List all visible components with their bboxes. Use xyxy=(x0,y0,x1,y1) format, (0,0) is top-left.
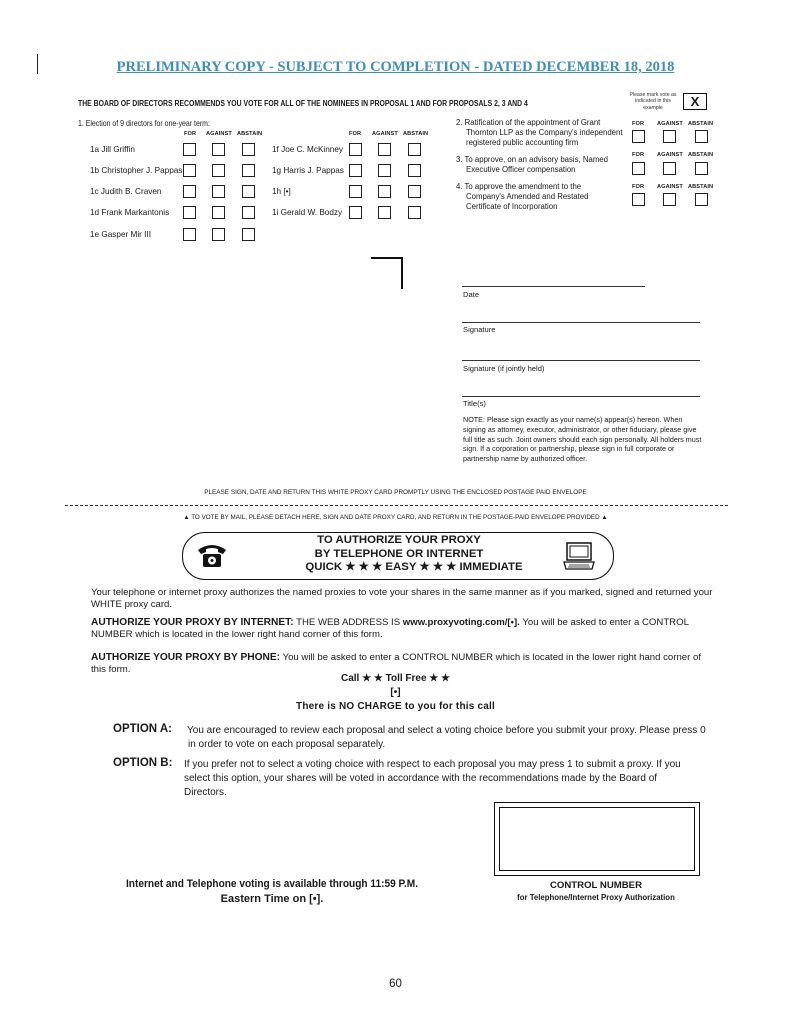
board-recommendation: THE BOARD OF DIRECTORS RECOMMENDS YOU VOTE FOR ALL OF THE NOMINEES IN PROPOSAL 1 AND FOR PROPOSALS 2, 3 AND 4 xyxy=(78,98,528,108)
header-against: AGAINST xyxy=(657,152,683,158)
header-against: AGAINST xyxy=(657,121,683,127)
signature-line[interactable] xyxy=(462,322,700,323)
phone-label: AUTHORIZE YOUR PROXY BY PHONE: xyxy=(91,652,281,663)
vote-against-checkbox[interactable] xyxy=(212,206,225,219)
vote-for-checkbox[interactable] xyxy=(183,164,196,177)
vote-for-checkbox[interactable] xyxy=(183,206,196,219)
mark-example-text: Please mark vote as indicated in this example xyxy=(629,92,677,111)
vote-abstain-checkbox[interactable] xyxy=(408,206,421,219)
nominee-label: 1i Gerald W. Bodzy xyxy=(272,208,343,217)
vote-abstain-checkbox[interactable] xyxy=(242,228,255,241)
vote-for-checkbox[interactable] xyxy=(632,193,645,206)
voting-availability: Internet and Telephone voting is available through 11:59 P.M. Eastern Time on [•]. xyxy=(125,878,419,905)
registration-corner-mark xyxy=(371,257,403,289)
header-abstain: ABSTAIN xyxy=(688,184,714,190)
detach-instruction-row xyxy=(0,514,791,521)
vote-for-checkbox[interactable] xyxy=(349,185,362,198)
vote-abstain-checkbox[interactable] xyxy=(242,143,255,156)
vote-against-checkbox[interactable] xyxy=(663,193,676,206)
control-number-label: CONTROL NUMBER xyxy=(549,880,643,891)
vote-for-checkbox[interactable] xyxy=(349,206,362,219)
option-b-label: OPTION B: xyxy=(113,757,173,769)
vote-against-checkbox[interactable] xyxy=(212,164,225,177)
option-a-text: You are encouraged to review each proposal and select a voting choice before you submit your proxy. Please press 0 in order to vote on each proposal separately. xyxy=(187,725,706,750)
vote-against-checkbox[interactable] xyxy=(378,206,391,219)
vote-against-checkbox[interactable] xyxy=(663,130,676,143)
laptop-icon xyxy=(562,541,596,571)
vote-for-checkbox[interactable] xyxy=(349,143,362,156)
vote-for-checkbox[interactable] xyxy=(632,162,645,175)
title-label: Title(s) xyxy=(463,399,486,408)
control-number-sub: for Telephone/Internet Proxy Authorization xyxy=(517,893,675,902)
header-for: FOR xyxy=(184,131,197,137)
nominee-label: 1a Jill Griffin xyxy=(90,145,135,154)
header-abstain: ABSTAIN xyxy=(688,121,714,127)
option-a-label: OPTION A: xyxy=(113,723,172,735)
detach-instruction: TO VOTE BY MAIL, PLEASE DETACH HERE, SIGN AND DATE PROXY CARD, AND RETURN IN THE POSTAGE-PAID ENVELOPE PROVIDED xyxy=(191,514,600,521)
vote-against-checkbox[interactable] xyxy=(378,185,391,198)
preliminary-banner: PRELIMINARY COPY - SUBJECT TO COMPLETION - DATED DECEMBER 18, 2018 xyxy=(116,59,675,75)
proposal-3-text: 3. To approve, on an advisory basis, Named Executive Officer compensation xyxy=(456,155,608,174)
vote-abstain-checkbox[interactable] xyxy=(695,162,708,175)
option-b-text: If you prefer not to select a voting choice with respect to each proposal you may press 1 to submit a proxy. If you select this option, your shares will be voted in accordance with the recommendations made by the Board of Directors. xyxy=(184,759,681,798)
phone-section: AUTHORIZE YOUR PROXY BY PHONE: You will be asked to enter a CONTROL NUMBER which is located in the lower right hand corner of this form. xyxy=(91,652,701,675)
nominee-label: 1c Judith B. Craven xyxy=(90,187,162,196)
up-arrow-icon: ▲ xyxy=(183,514,190,521)
proposal-4-text: 4. To approve the amendment to the Company's Amended and Restated Certificate of Incorporation xyxy=(456,182,589,211)
signing-note: NOTE: Please sign exactly as your name(s) appear(s) hereon. When signing as attorney, executor, administrator, or other fiduciary, please give full title as such. Joint owners should each sign personally. All holders must sign. If a corporation or partnership, please sign in full corporate or partnership name by authorized officer. xyxy=(463,415,702,464)
vote-for-checkbox[interactable] xyxy=(349,164,362,177)
header-abstain: ABSTAIN xyxy=(688,152,714,158)
control-number-box xyxy=(494,802,700,876)
vote-for-checkbox[interactable] xyxy=(183,185,196,198)
internet-label: AUTHORIZE YOUR PROXY BY INTERNET: xyxy=(91,617,294,628)
vote-against-checkbox[interactable] xyxy=(378,164,391,177)
proxy-intro: Your telephone or internet proxy authorizes the named proxies to vote your shares in the same manner as if you marked, signed and returned your WHITE proxy card. xyxy=(91,587,713,610)
vote-for-checkbox[interactable] xyxy=(183,143,196,156)
vote-against-checkbox[interactable] xyxy=(212,228,225,241)
date-line[interactable] xyxy=(462,286,645,287)
telephone-icon xyxy=(196,542,228,570)
no-charge-note: There is NO CHARGE to you for this call xyxy=(296,701,495,712)
internet-section: AUTHORIZE YOUR PROXY BY INTERNET: THE WEB ADDRESS IS www.proxyvoting.com/[•]. You will be asked to enter a CONTROL NUMBER which is located in the lower right hand corner of this form. xyxy=(91,617,689,640)
vote-against-checkbox[interactable] xyxy=(212,185,225,198)
page-number: 60 xyxy=(389,978,402,990)
x-mark: X xyxy=(690,94,700,109)
joint-signature-label: Signature (if jointly held) xyxy=(463,364,545,373)
vote-abstain-checkbox[interactable] xyxy=(242,164,255,177)
vote-abstain-checkbox[interactable] xyxy=(695,193,708,206)
joint-signature-line[interactable] xyxy=(462,360,700,361)
nominee-label: 1f Joe C. McKinney xyxy=(272,145,343,154)
detach-line xyxy=(65,505,728,506)
vote-abstain-checkbox[interactable] xyxy=(242,185,255,198)
header-against: AGAINST xyxy=(657,184,683,190)
phone-number: [•] xyxy=(390,687,401,698)
vote-abstain-checkbox[interactable] xyxy=(695,130,708,143)
vote-abstain-checkbox[interactable] xyxy=(408,164,421,177)
signature-label: Signature xyxy=(463,325,496,334)
vote-abstain-checkbox[interactable] xyxy=(408,185,421,198)
header-for: FOR xyxy=(632,121,645,127)
header-against: AGAINST xyxy=(206,131,232,137)
nominee-label: 1d Frank Markantonis xyxy=(90,208,170,217)
header-for: FOR xyxy=(632,184,645,190)
proxy-voting-link[interactable]: www.proxyvoting.com/[•]. xyxy=(402,617,520,628)
return-instruction: PLEASE SIGN, DATE AND RETURN THIS WHITE PROXY CARD PROMPTLY USING THE ENCLOSED POSTAGE PAID ENVELOPE xyxy=(204,489,587,496)
header-for: FOR xyxy=(349,131,362,137)
vote-abstain-checkbox[interactable] xyxy=(408,143,421,156)
nominee-label: 1g Harris J. Pappas xyxy=(272,166,344,175)
header-abstain: ABSTAIN xyxy=(237,131,263,137)
authorize-proxy-heading: TO AUTHORIZE YOUR PROXY BY TELEPHONE OR INTERNET QUICK ★ ★ ★ EASY ★ ★ ★ IMMEDIATE xyxy=(305,534,523,574)
header-for: FOR xyxy=(632,152,645,158)
proposal-1-title: 1. Election of 9 directors for one-year term: xyxy=(78,119,210,128)
header-abstain: ABSTAIN xyxy=(403,131,429,137)
up-arrow-icon: ▲ xyxy=(601,514,608,521)
vote-against-checkbox[interactable] xyxy=(378,143,391,156)
vote-for-checkbox[interactable] xyxy=(183,228,196,241)
title-line[interactable] xyxy=(462,396,700,397)
vote-against-checkbox[interactable] xyxy=(212,143,225,156)
toll-free-call: Call ★ ★ Toll Free ★ ★ xyxy=(340,673,451,684)
nominee-label: 1e Gasper Mir III xyxy=(90,230,151,239)
mark-example-box xyxy=(683,93,707,110)
proposal-2-text: 2. Ratification of the appointment of Grant Thornton LLP as the Company's independent registered public accounting firm xyxy=(456,118,623,147)
nominee-label: 1b Christopher J. Pappas xyxy=(90,166,183,175)
vote-abstain-checkbox[interactable] xyxy=(242,206,255,219)
header-against: AGAINST xyxy=(372,131,398,137)
vote-for-checkbox[interactable] xyxy=(632,130,645,143)
date-label: Date xyxy=(463,290,480,299)
vote-against-checkbox[interactable] xyxy=(663,162,676,175)
nominee-label: 1h [•] xyxy=(272,187,291,196)
